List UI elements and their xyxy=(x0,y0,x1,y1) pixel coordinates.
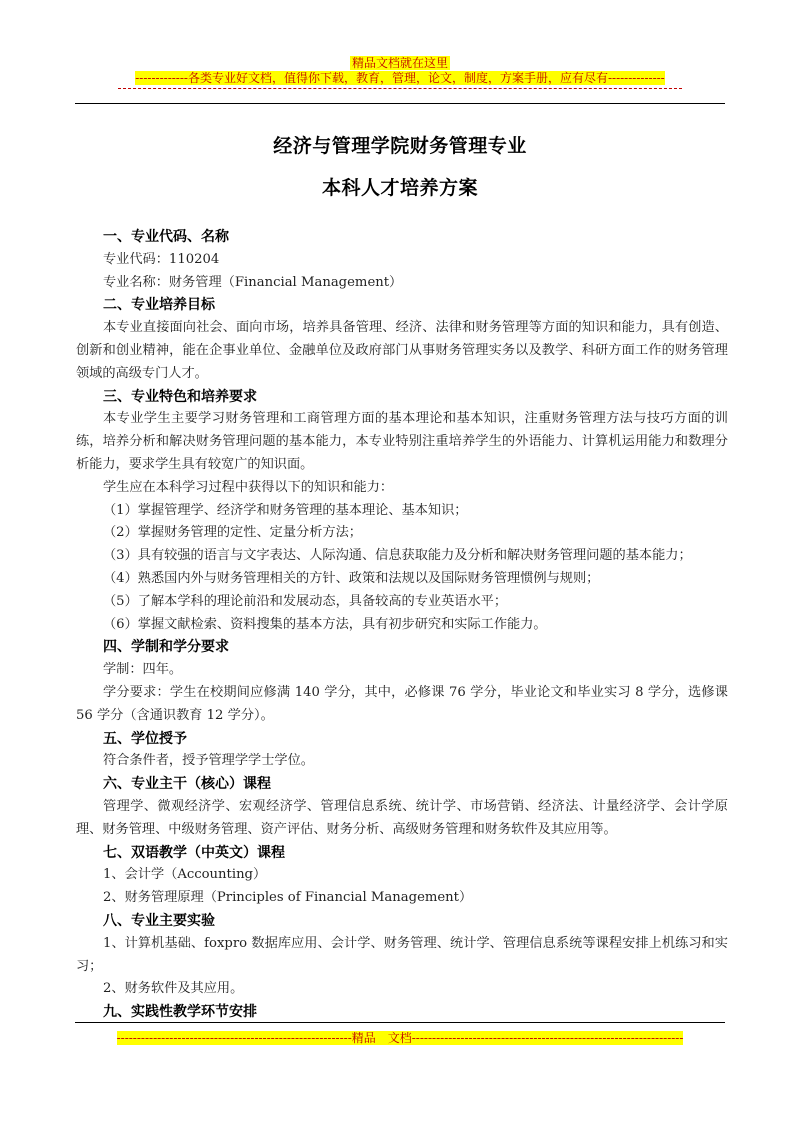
section-2-body: 本专业直接面向社会、面向市场，培养具备管理、经济、法律和财务管理等方面的知识和能力，具有创造、创新和创业精神，能在企事业单位、金融单位及政府部门从事财务管理实务以及教学、科研方面工作的财务管理领域的高级专门人才。 xyxy=(76,320,728,381)
section-3-intro: 学生应在本科学习过程中获得以下的知识和能力： xyxy=(103,479,394,495)
footer-banner: ----------------------------------------------------------精品 文档------------------------------------------------------------------- xyxy=(116,1031,684,1045)
header-rule xyxy=(75,103,725,104)
document-body xyxy=(76,226,728,1024)
section-3-body: 本专业学生主要学习财务管理和工商管理方面的基本理论和基本知识，注重财务管理方法与技巧方面的训练，培养分析和解决财务管理问题的基本能力，本专业特别注重培养学生的外语能力、计算机运用能力和数理分析能力，要求学生具有较宽广的知识面。 xyxy=(76,411,728,472)
requirement-item: （6）掌握文献检索、资料搜集的基本方法，具有初步研究和实际工作能力。 xyxy=(103,616,547,632)
section-3-heading: 三、专业特色和培养要求 xyxy=(103,388,257,405)
major-code: 专业代码：110204 xyxy=(103,251,220,267)
footer-rule xyxy=(75,1022,725,1023)
section-6-heading: 六、专业主干（核心）课程 xyxy=(103,776,271,793)
experiment-item: 2、财务软件及其应用。 xyxy=(103,981,244,997)
section-7-heading: 七、双语教学（中英文）课程 xyxy=(103,844,285,861)
major-name: 专业名称：财务管理（Financial Management） xyxy=(103,274,403,290)
section-5-heading: 五、学位授予 xyxy=(103,730,187,747)
credit-requirements: 学分要求：学生在校期间应修满 140 学分，其中，必修课 76 学分，毕业论文和毕业实习 8 学分，选修课 56 学分（含通识教育 12 学分）。 xyxy=(76,684,728,723)
header-banner-title: 精品文档就在这里 xyxy=(351,56,448,70)
doc-title-line2: 本科人才培养方案 xyxy=(321,177,478,199)
experiment-item: 1、计算机基础、foxpro 数据库应用、会计学、财务管理、统计学、管理信息系统等课程安排上机练习和实习； xyxy=(76,935,728,974)
section-9-heading: 九、实践性教学环节安排 xyxy=(103,1004,257,1021)
section-4-heading: 四、学制和学分要求 xyxy=(103,639,229,656)
study-duration: 学制：四年。 xyxy=(103,662,183,678)
doc-title-line1: 经济与管理学院财务管理专业 xyxy=(273,135,527,157)
section-2-heading: 二、专业培养目标 xyxy=(103,297,215,314)
bilingual-course: 1、会计学（Accounting） xyxy=(103,867,267,883)
bilingual-course: 2、财务管理原理（Principles of Financial Management） xyxy=(103,890,473,906)
degree-award: 符合条件者，授予管理学学士学位。 xyxy=(103,753,314,769)
core-courses: 管理学、微观经济学、宏观经济学、管理信息系统、统计学、市场营销、经济法、计量经济学、会计学原理、财务管理、中级财务管理、资产评估、财务分析、高级财务管理和财务软件及其应用等。 xyxy=(76,798,728,837)
requirement-item: （4）熟悉国内外与财务管理相关的方针、政策和法规以及国际财务管理惯例与规则； xyxy=(103,570,600,586)
section-8-heading: 八、专业主要实验 xyxy=(103,912,215,929)
requirement-item: （2）掌握财务管理的定性、定量分析方法； xyxy=(103,525,362,541)
section-1-heading: 一、专业代码、名称 xyxy=(103,229,229,245)
requirement-item: （5）了解本学科的理论前沿和发展动态，具备较高的专业英语水平； xyxy=(103,593,508,609)
header-banner-tagline: -------------各类专业好文档，值得你下载，教育，管理，论文，制度，方案手册，应有尽有-------------- xyxy=(135,71,665,85)
requirement-item: （3）具有较强的语言与文字表达、人际沟通、信息获取能力及分析和解决财务管理问题的基本能力； xyxy=(103,548,692,564)
requirement-item: （1）掌握管理学、经济学和财务管理的基本理论、基本知识； xyxy=(103,502,468,518)
header-dashed-divider xyxy=(118,88,682,89)
